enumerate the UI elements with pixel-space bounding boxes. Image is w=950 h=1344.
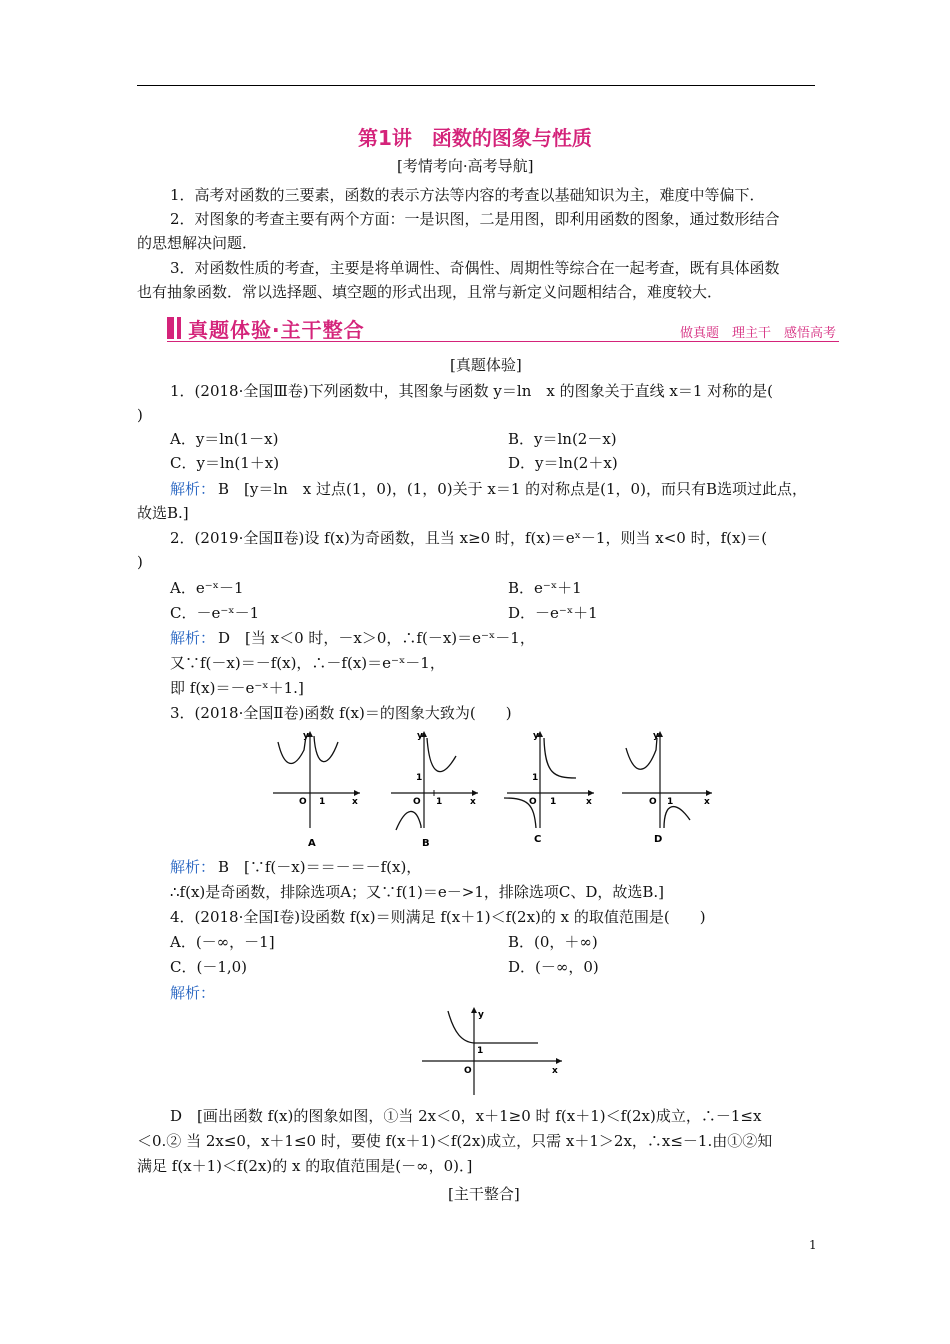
q3-b-origin: O bbox=[413, 797, 421, 807]
q3-d-origin: O bbox=[649, 797, 657, 807]
q4-origin: O bbox=[464, 1066, 472, 1076]
q2-option-a: A．e⁻ˣ－1 bbox=[170, 579, 244, 597]
q1-option-b: B．y＝ln(2－x) bbox=[508, 430, 617, 448]
q4-graph bbox=[418, 1005, 568, 1097]
q3-graph-c bbox=[504, 731, 594, 845]
q2-stem-end: ) bbox=[137, 553, 143, 571]
section-heading-zhenti: [真题体验] bbox=[450, 356, 522, 374]
q3-c-one-y: 1 bbox=[532, 773, 539, 783]
q3-graphs bbox=[268, 728, 718, 850]
q4-y-label: y bbox=[478, 1010, 484, 1020]
q1-option-c: C．y＝ln(1＋x) bbox=[170, 454, 280, 472]
q3-graph-d-label: D bbox=[654, 834, 663, 845]
q1-option-a: A．y＝ln(1－x) bbox=[170, 430, 279, 448]
q4-stem: 4．(2018·全国Ⅰ卷)设函数 f(x)＝则满足 f(x＋1)＜f(2x)的 x 的取值范围是( ) bbox=[170, 908, 706, 926]
q3-graph-a-label: A bbox=[308, 838, 316, 849]
q3-b-y-label: y bbox=[417, 731, 423, 741]
q1-analysis-label: 解析： bbox=[170, 480, 216, 498]
q4-option-b: B．(0，＋∞) bbox=[508, 933, 598, 951]
q4-analysis-2: ＜0.② 当 2x≤0，x＋1≤0 时，要使 f(x＋1)＜f(2x)成立，只需 x＋1＞2x，∴x≤－1.由①②知 bbox=[137, 1132, 773, 1150]
intro-line-1: 1．高考对函数的三要素，函数的表示方法等内容的考查以基础知识为主，难度中等偏下． bbox=[170, 186, 765, 204]
q4-x-label: x bbox=[552, 1066, 558, 1076]
q3-c-y-label: y bbox=[533, 731, 539, 741]
q4-option-d: D．(－∞，0) bbox=[508, 958, 599, 976]
q3-stem: 3．(2018·全国Ⅱ卷)函数 f(x)＝的图象大致为( ) bbox=[170, 704, 512, 722]
intro-line-3: 的思想解决问题． bbox=[137, 234, 258, 252]
q3-a-y-label: y bbox=[303, 731, 309, 741]
q3-b-one-x: 1 bbox=[436, 797, 443, 807]
q4-analysis-label: 解析： bbox=[170, 984, 216, 1002]
q1-analysis-1: B [y＝ln x 过点(1，0)，(1，0)关于 x＝1 的对称点是(1，0)，而只有B选项过此点， bbox=[218, 480, 807, 498]
q3-analysis-label: 解析： bbox=[170, 858, 216, 876]
q2-option-c: C．－e⁻ˣ－1 bbox=[170, 604, 260, 622]
q3-d-x-label: x bbox=[704, 797, 710, 807]
q3-a-one-x: 1 bbox=[319, 797, 326, 807]
banner-bar-icon-2 bbox=[177, 317, 181, 339]
section-heading-zhugan: [主干整合] bbox=[448, 1185, 520, 1203]
intro-line-5: 也有抽象函数．常以选择题、填空题的形式出现，且常与新定义问题相结合，难度较大． bbox=[137, 283, 723, 301]
q3-b-x-label: x bbox=[470, 797, 476, 807]
q1-option-d: D．y＝ln(2＋x) bbox=[508, 454, 618, 472]
q4-one-label: 1 bbox=[477, 1046, 484, 1056]
q3-graph-a bbox=[273, 731, 360, 849]
q3-graph-c-label: C bbox=[534, 834, 542, 845]
q3-graph-b bbox=[391, 731, 478, 849]
q4-analysis-3: 满足 f(x＋1)＜f(2x)的 x 的取值范围是(－∞，0)．] bbox=[137, 1157, 473, 1175]
q4-option-c: C．(－1,0) bbox=[170, 958, 248, 976]
q4-analysis-1: D [画出函数 f(x)的图象如图，①当 2x＜0，x＋1≥0 时 f(x＋1)＜f(2x)成立，∴－1≤x bbox=[170, 1107, 762, 1125]
q3-analysis-2: ∴f(x)是奇函数，排除选项A；又∵f(1)＝e－>1，排除选项C、D，故选B.] bbox=[170, 883, 665, 901]
q2-stem: 2．(2019·全国Ⅱ卷)设 f(x)为奇函数，且当 x≥0 时，f(x)＝eˣ－1，则当 x<0 时，f(x)＝( bbox=[170, 529, 768, 547]
banner-tagline: 做真题 理主干 感悟高考 bbox=[680, 326, 837, 341]
q2-analysis-label: 解析： bbox=[170, 629, 216, 647]
q3-a-origin: O bbox=[299, 797, 307, 807]
q3-c-origin: O bbox=[529, 797, 537, 807]
q3-d-one-x: 1 bbox=[667, 797, 674, 807]
q2-option-d: D．－e⁻ˣ＋1 bbox=[508, 604, 598, 622]
intro-line-2: 2．对图象的考查主要有两个方面：一是识图，二是用图，即利用函数的图象，通过数形结合 bbox=[170, 210, 780, 228]
q4-option-a: A．(－∞，－1] bbox=[170, 933, 275, 951]
q1-stem-end: ) bbox=[137, 406, 143, 424]
q1-analysis-2: 故选B.] bbox=[137, 504, 189, 522]
q3-graph-d bbox=[622, 731, 712, 845]
page-number: 1 bbox=[809, 1238, 817, 1252]
q3-b-one-y: 1 bbox=[416, 773, 423, 783]
q3-d-y-label: y bbox=[653, 731, 659, 741]
q2-analysis-2: 又∵f(－x)＝－f(x)，∴－f(x)＝e⁻ˣ－1， bbox=[170, 654, 445, 672]
q2-analysis-3: 即 f(x)＝－e⁻ˣ＋1.] bbox=[170, 679, 304, 697]
q3-c-one-x: 1 bbox=[550, 797, 557, 807]
q2-analysis-1: D [当 x＜0 时，－x＞0，∴f(－x)＝e⁻ˣ－1， bbox=[218, 629, 535, 647]
intro-line-4: 3．对函数性质的考查，主要是将单调性、奇偶性、周期性等综合在一起考查，既有具体函数 bbox=[170, 259, 780, 277]
q2-option-b: B．e⁻ˣ＋1 bbox=[508, 579, 582, 597]
q3-analysis-1: B [∵f(－x)＝＝－＝－f(x)， bbox=[218, 858, 422, 876]
page-subtitle: [考情考向·高考导航] bbox=[397, 157, 534, 175]
q1-stem: 1．(2018·全国Ⅲ卷)下列函数中，其图象与函数 y＝ln x 的图象关于直线 x＝1 对称的是( bbox=[170, 382, 773, 400]
banner-underline bbox=[167, 341, 839, 342]
banner-title: 真题体验·主干整合 bbox=[188, 318, 365, 342]
q3-graph-b-label: B bbox=[422, 838, 430, 849]
top-rule bbox=[137, 85, 815, 86]
banner-bar-icon bbox=[167, 317, 174, 339]
q3-a-x-label: x bbox=[352, 797, 358, 807]
page-title: 第1讲 函数的图象与性质 bbox=[358, 126, 592, 150]
q3-c-x-label: x bbox=[586, 797, 592, 807]
